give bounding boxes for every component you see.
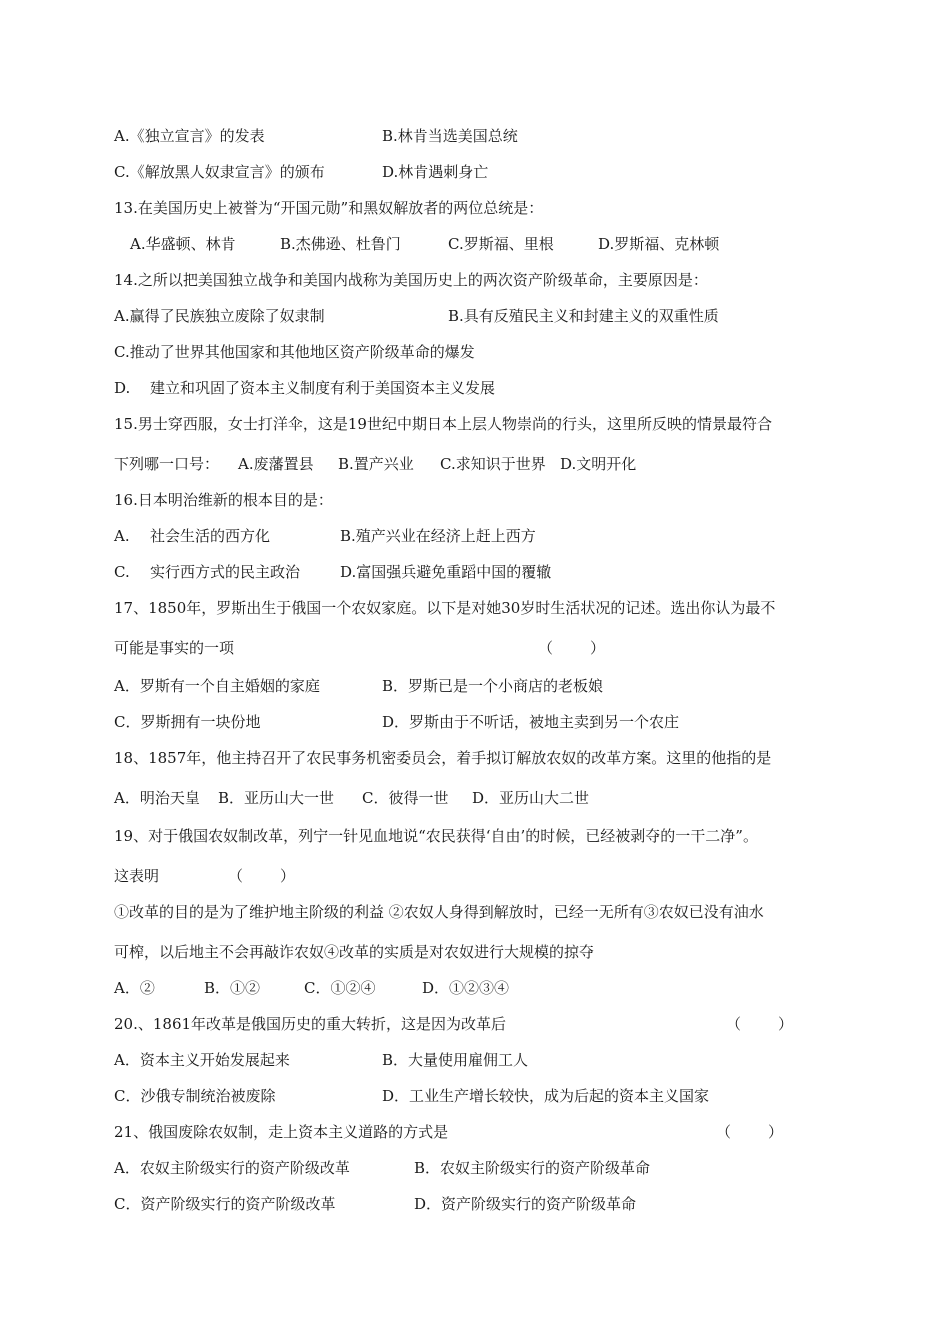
question-text: 16.日本明治维新的根本目的是：	[114, 491, 333, 509]
question-text: 20.、1861年改革是俄国历史的重大转折，这是因为改革后	[114, 1015, 507, 1033]
option-b: B.杰佛逊、杜鲁门	[280, 235, 401, 253]
option-d: D.罗斯福、克林顿	[598, 235, 720, 253]
answer-bracket-close: ）	[768, 1123, 784, 1141]
option-b: B.置产兴业	[338, 455, 414, 473]
question-text: 18、1857年，他主持召开了农民事务机密委员会，着手拟订解放农奴的改革方案。这里的他指的是	[114, 749, 772, 767]
option-a: A.《独立宣言》的发表	[114, 127, 265, 145]
option-d: D.文明开化	[560, 455, 637, 473]
option-b: B．亚历山大一世	[218, 789, 335, 807]
question-text: 21、俄国废除农奴制，走上资本主义道路的方式是	[114, 1123, 449, 1141]
option-b: B.林肯当选美国总统	[382, 127, 518, 145]
option-a: A.废藩置县	[238, 455, 314, 473]
question-text: 14.之所以把美国独立战争和美国内战称为美国历史上的两次资产阶级革命，主要原因是：	[114, 271, 708, 289]
option-a-letter: A.	[114, 527, 130, 545]
question-text: 这表明	[114, 867, 160, 885]
answer-bracket-open: （	[726, 1015, 742, 1033]
option-b: B．①②	[204, 979, 261, 997]
option-a: A.华盛顿、林肯	[130, 235, 236, 253]
option-a: A．罗斯有一个自主婚姻的家庭	[114, 677, 320, 695]
option-d: D.富国强兵避免重蹈中国的覆辙	[340, 563, 552, 581]
option-b: B．农奴主阶级实行的资产阶级革命	[414, 1159, 651, 1177]
option-c: 实行西方式的民主政治	[150, 563, 301, 581]
statement-text: 可榨，以后地主不会再敲诈农奴④改革的实质是对农奴进行大规模的掠夺	[114, 943, 595, 961]
answer-bracket-open: （	[716, 1123, 732, 1141]
answer-bracket-open: （	[538, 639, 554, 657]
option-c: C．罗斯拥有一块份地	[114, 713, 261, 731]
option-d: D．①②③④	[422, 979, 510, 997]
option-c: C．①②④	[304, 979, 376, 997]
question-text: 可能是事实的一项	[114, 639, 235, 657]
option-d: D．罗斯由于不听话，被地主卖到另一个农庄	[382, 713, 680, 731]
option-d: D．亚历山大二世	[472, 789, 590, 807]
option-c: C.《解放黑人奴隶宣言》的颁布	[114, 163, 325, 181]
question-text: 15.男士穿西服，女士打洋伞，这是19世纪中期日本上层人物崇尚的行头，这里所反映的情景最符合	[114, 415, 772, 433]
option-c: C．彼得一世	[362, 789, 449, 807]
option-d: D．工业生产增长较快，成为后起的资本主义国家	[382, 1087, 710, 1105]
answer-bracket-close: ）	[778, 1015, 794, 1033]
option-b: B．大量使用雇佣工人	[382, 1051, 529, 1069]
option-b: B.具有反殖民主义和封建主义的双重性质	[448, 307, 719, 325]
answer-bracket-close: ）	[280, 867, 296, 885]
answer-bracket-close: ）	[590, 639, 606, 657]
option-a: 社会生活的西方化	[150, 527, 271, 545]
option-d: D．资产阶级实行的资产阶级革命	[414, 1195, 637, 1213]
option-c: C.求知识于世界	[440, 455, 546, 473]
option-d-letter: D.	[114, 379, 131, 397]
option-a: A.赢得了民族独立废除了奴隶制	[114, 307, 325, 325]
option-c: C．沙俄专制统治被废除	[114, 1087, 276, 1105]
option-d: 建立和巩固了资本主义制度有利于美国资本主义发展	[150, 379, 496, 397]
answer-bracket-open: （	[228, 867, 244, 885]
option-a: A．资本主义开始发展起来	[114, 1051, 290, 1069]
option-a: A．②	[114, 979, 155, 997]
option-b: B．罗斯已是一个小商店的老板娘	[382, 677, 604, 695]
option-b: B.殖产兴业在经济上赶上西方	[340, 527, 536, 545]
option-d: D.林肯遇刺身亡	[382, 163, 489, 181]
option-a: A．明治天皇	[114, 789, 200, 807]
question-text: 13.在美国历史上被誉为“开国元勋”和黑奴解放者的两位总统是：	[114, 199, 544, 217]
statement-text: ①改革的目的是为了维护地主阶级的利益 ②农奴人身得到解放时，已经一无所有③农奴已没有油水	[114, 903, 764, 921]
option-c-letter: C.	[114, 563, 130, 581]
question-text: 19、对于俄国农奴制改革，列宁一针见血地说“农民获得‘自由’的时候，已经被剥夺的一干二净”。	[114, 827, 758, 845]
option-c: C.罗斯福、里根	[448, 235, 554, 253]
option-c: C．资产阶级实行的资产阶级改革	[114, 1195, 336, 1213]
question-text: 17、1850年，罗斯出生于俄国一个农奴家庭。以下是对她30岁时生活状况的记述。选出你认为最不	[114, 599, 776, 617]
option-c: C.推动了世界其他国家和其他地区资产阶级革命的爆发	[114, 343, 475, 361]
question-text: 下列哪一口号：	[114, 455, 220, 473]
option-a: A．农奴主阶级实行的资产阶级改革	[114, 1159, 350, 1177]
